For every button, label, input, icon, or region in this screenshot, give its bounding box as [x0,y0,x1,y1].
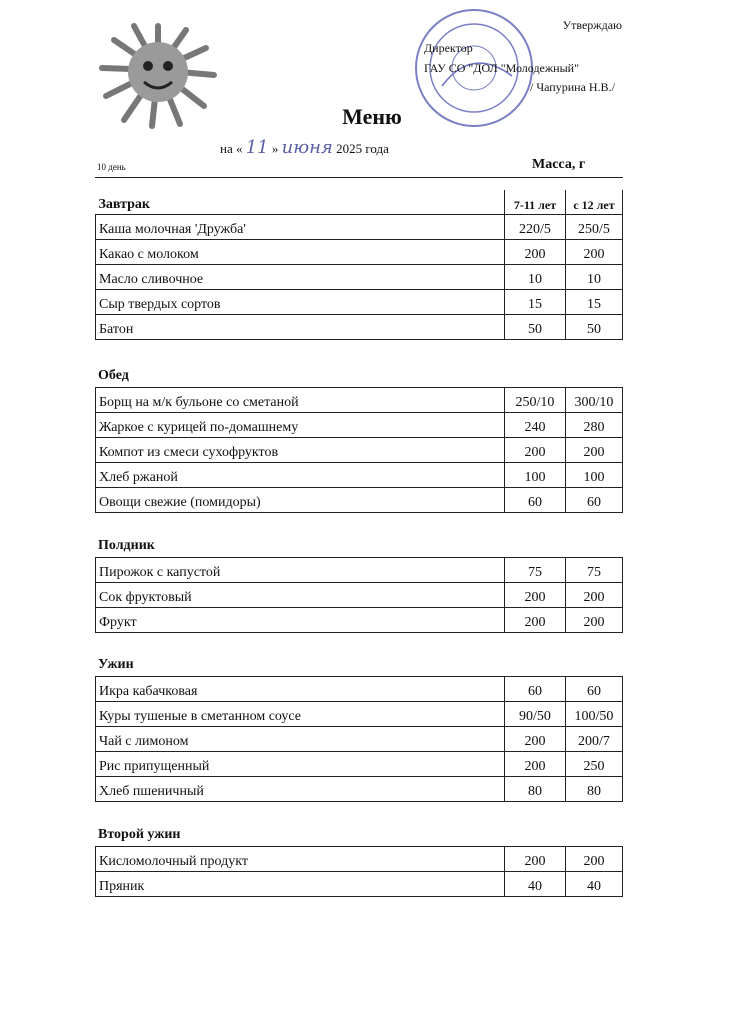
dish-name: Какао с молоком [96,240,505,265]
portion-b: 200 [566,608,623,633]
breakfast-table [95,190,623,340]
portion-a: 80 [505,777,566,802]
section-title-dinner: Ужин [98,657,134,672]
portion-a: 60 [505,677,566,702]
portion-b: 50 [566,315,623,340]
portion-b: 40 [566,872,623,897]
portion-b: 300/10 [566,388,623,413]
mass-header: Масса, г [532,157,586,172]
dish-name: Батон [96,315,505,340]
portion-a: 250/10 [505,388,566,413]
date-middle: » [271,141,279,156]
section-title-breakfast: Завтрак [96,190,505,215]
dish-name: Хлеб пшеничный [96,777,505,802]
portion-a: 10 [505,265,566,290]
portion-b: 100 [566,463,623,488]
dish-name: Пирожок с капустой [96,558,505,583]
portion-b: 200 [566,847,623,872]
portion-b: 100/50 [566,702,623,727]
date-year: 2025 года [336,141,389,156]
section-title-second-dinner: Второй ужин [98,827,181,842]
portion-a: 75 [505,558,566,583]
portion-b: 80 [566,777,623,802]
portion-a: 50 [505,315,566,340]
dish-name: Сок фруктовый [96,583,505,608]
approval-organization: ГАУ СО "ДОЛ "Молодежный" [424,61,579,75]
age-group-7-11: 7-11 лет [505,190,566,215]
dish-name: Куры тушеные в сметанном соусе [96,702,505,727]
portion-b: 250/5 [566,215,623,240]
portion-a: 220/5 [505,215,566,240]
portion-b: 200/7 [566,727,623,752]
dish-name: Компот из смеси сухофруктов [96,438,505,463]
portion-a: 60 [505,488,566,513]
portion-b: 60 [566,488,623,513]
portion-b: 200 [566,240,623,265]
page-title: Меню [342,104,402,129]
portion-a: 90/50 [505,702,566,727]
dish-name: Фрукт [96,608,505,633]
date-day: 11 [245,137,269,158]
portion-b: 75 [566,558,623,583]
portion-a: 200 [505,438,566,463]
portion-a: 200 [505,727,566,752]
dish-name: Каша молочная 'Дружба' [96,215,505,240]
snack-table [95,558,623,633]
dish-name: Чай с лимоном [96,727,505,752]
dish-name: Пряник [96,872,505,897]
date-line [220,137,389,158]
portion-a: 200 [505,583,566,608]
dish-name: Рис припущенный [96,752,505,777]
portion-a: 240 [505,413,566,438]
portion-a: 200 [505,608,566,633]
portion-b: 15 [566,290,623,315]
header-rule [95,177,623,178]
portion-a: 40 [505,872,566,897]
dish-name: Масло сливочное [96,265,505,290]
second-dinner-table [95,847,623,897]
portion-b: 60 [566,677,623,702]
dish-name: Сыр твердых сортов [96,290,505,315]
age-group-12-plus: с 12 лет [566,190,623,215]
dish-name: Кисломолочный продукт [96,847,505,872]
day-label: 10 день [97,162,126,172]
dish-name: Овощи свежие (помидоры) [96,488,505,513]
lunch-table [95,388,623,513]
portion-a: 15 [505,290,566,315]
section-title-lunch: Обед [98,368,129,383]
approval-position: Директор [424,41,473,55]
portion-a: 200 [505,752,566,777]
portion-b: 200 [566,583,623,608]
dish-name: Борщ на м/к бульоне со сметаной [96,388,505,413]
dinner-table [95,677,623,802]
portion-b: 280 [566,413,623,438]
approval-title: Утверждаю [562,18,622,32]
portion-b: 10 [566,265,623,290]
portion-a: 100 [505,463,566,488]
dish-name: Икра кабачковая [96,677,505,702]
section-title-snack: Полдник [98,538,155,553]
approval-signatory: / Чапурина Н.В./ [530,80,615,94]
portion-a: 200 [505,240,566,265]
dish-name: Хлеб ржаной [96,463,505,488]
portion-b: 200 [566,438,623,463]
dish-name: Жаркое с курицей по-домашнему [96,413,505,438]
portion-b: 250 [566,752,623,777]
portion-a: 200 [505,847,566,872]
date-prefix: на « [220,141,243,156]
date-month: июня [281,137,333,158]
